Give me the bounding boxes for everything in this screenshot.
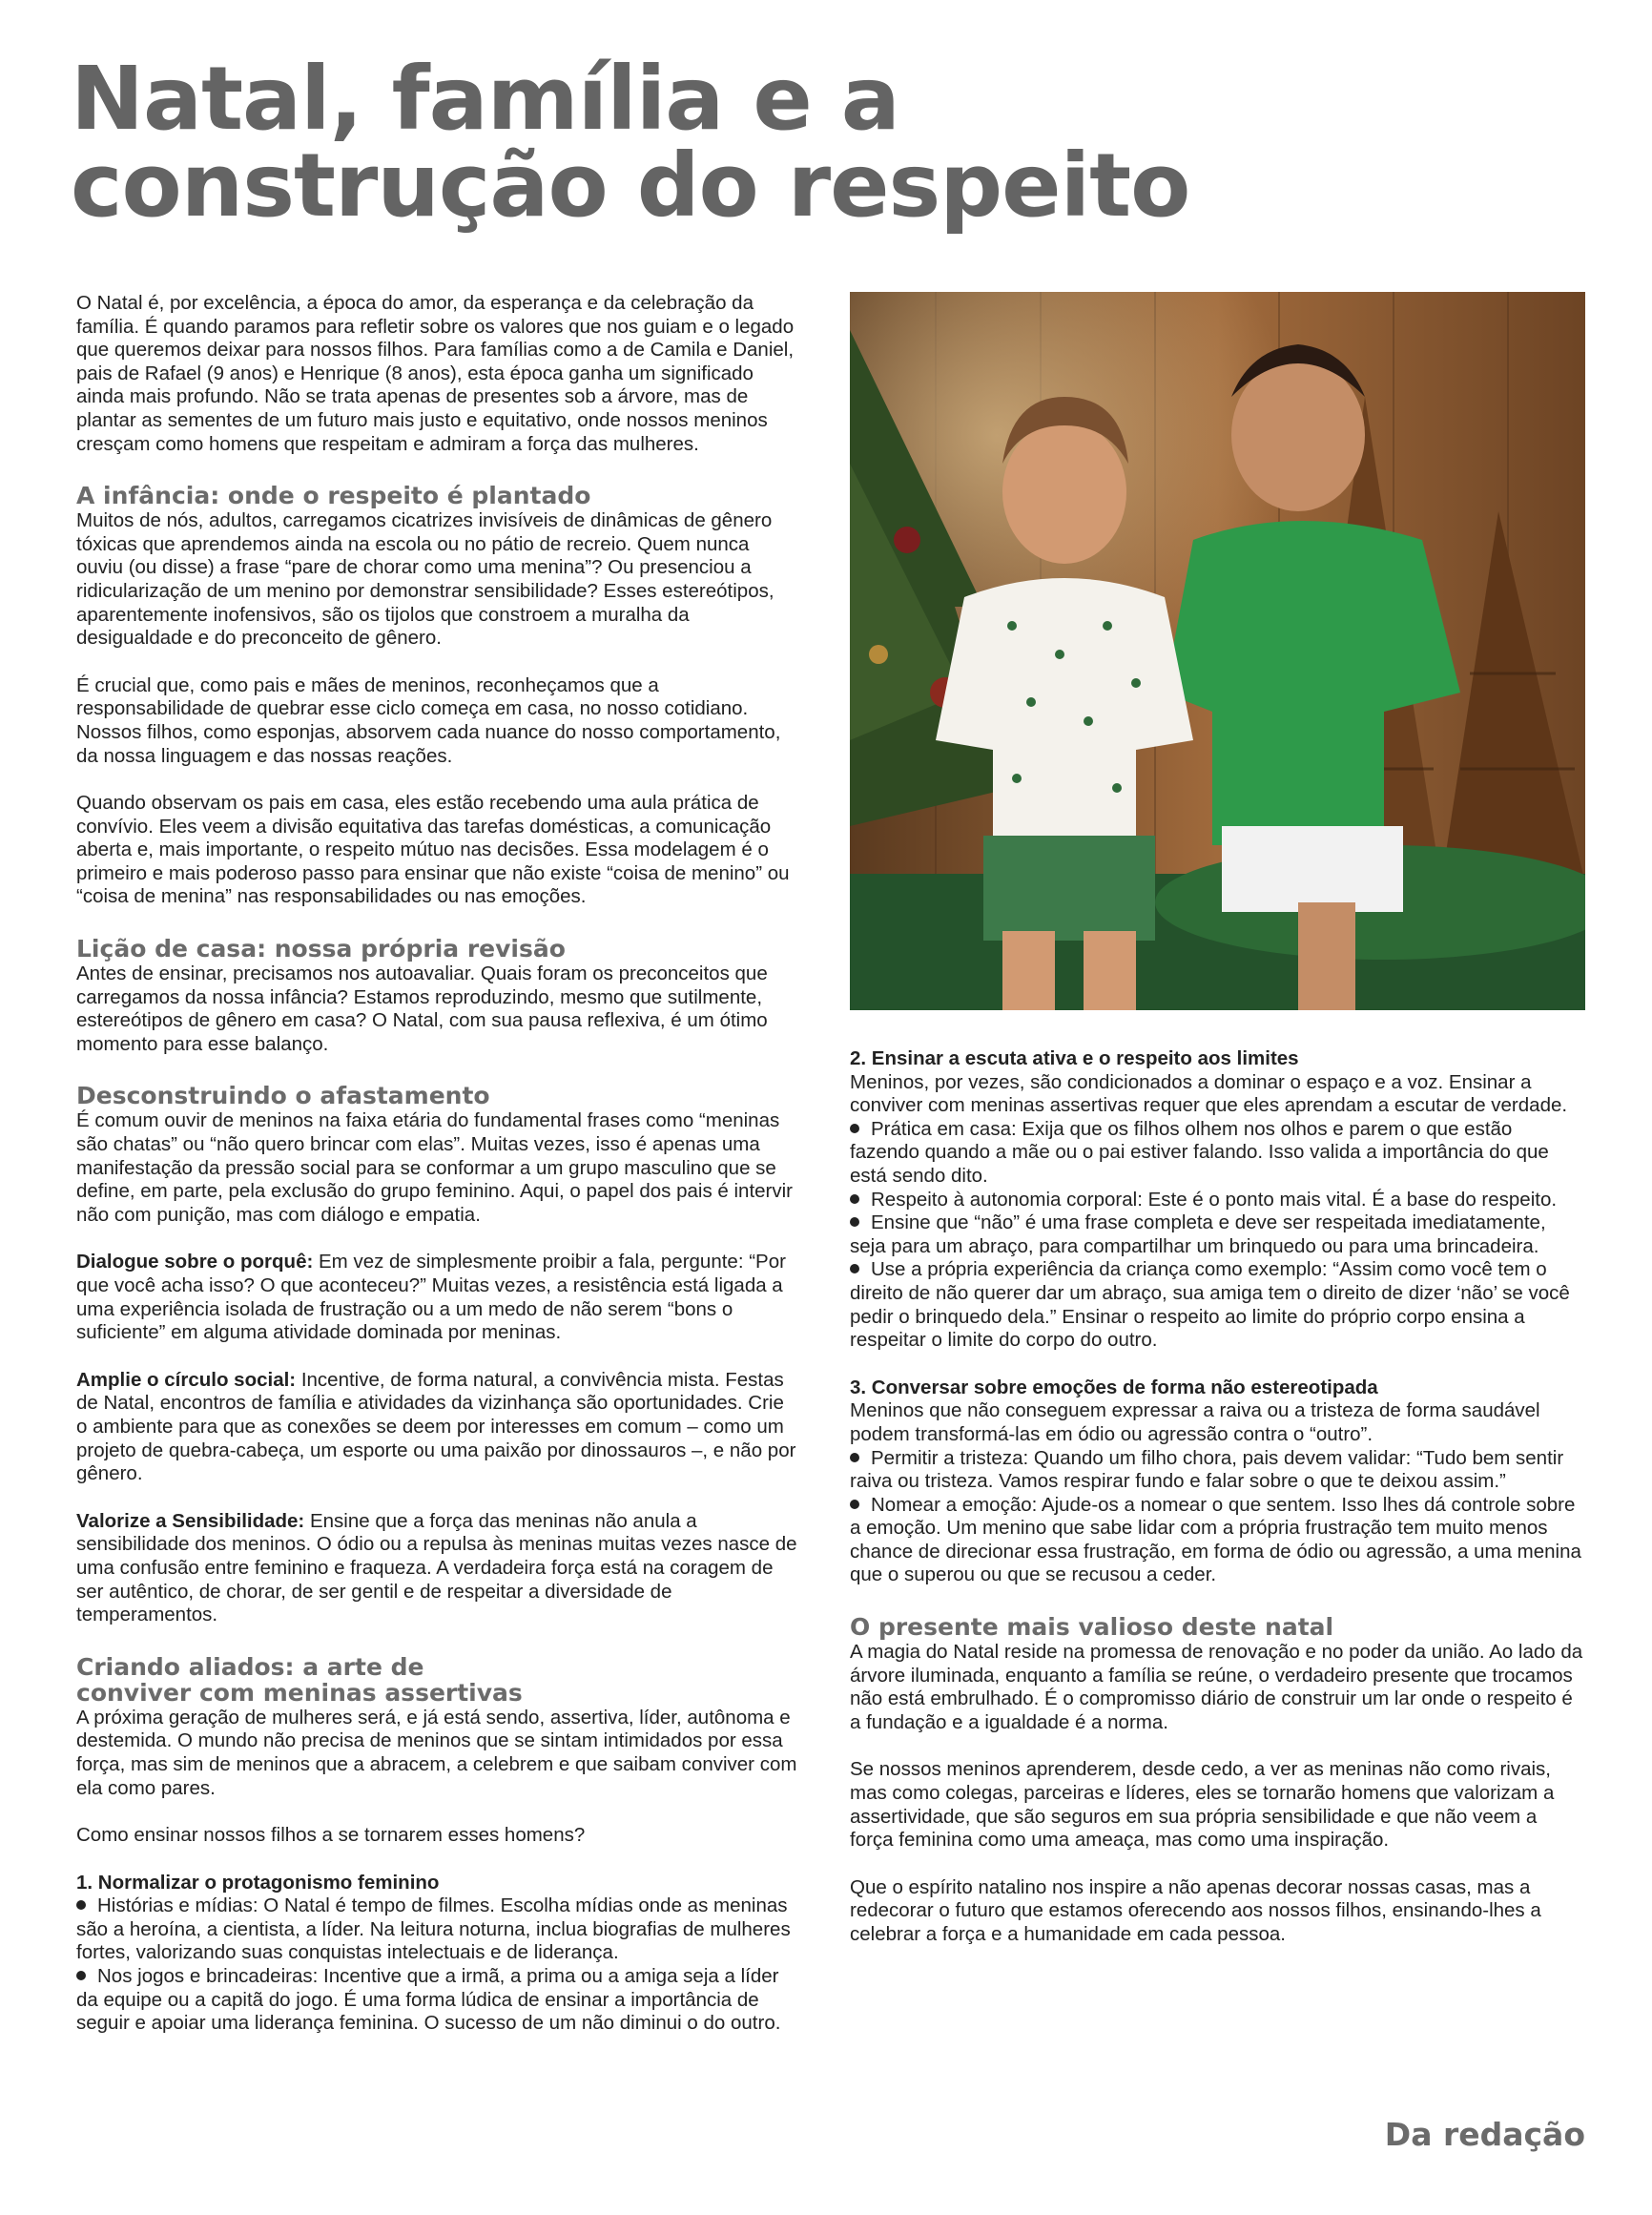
- section-infancia: [76, 483, 799, 909]
- paragraph: Muitos de nós, adultos, carregamos cicatrizes invisíveis de dinâmicas de gênero tóxicas que aprendemos ainda na escola ou no pátio de recreio. Quem nunca ouviu (ou disse) a frase “pare de chorar como uma menina”? Ou presenciou a ridicularização de um menino por demonstrar sensibilidade? Esses estereótipos, aparentemente inofensivos, são os tijolos que constroem a muralha da desigualdade e do preconceito de gênero.: [76, 509, 774, 650]
- list-item: Respeito à autonomia corporal: Este é o ponto mais vital. É a base do respeito.: [850, 1189, 1584, 1212]
- lead-text: Incentive, de forma natural, a convivência mista. Festas de Natal, encontros de família e atividades da vizinhança são oportunidades. Crie o ambiente para que as conexões se deem por interesses em comum – como um projeto de quebra-cabeça, um esporte ou uma paixão por dinossauros –, e não por gênero.: [76, 1368, 796, 1485]
- paragraph: [76, 1510, 799, 1627]
- bullet-icon: [76, 1971, 86, 1980]
- paragraph: Antes de ensinar, precisamos nos autoavaliar. Quais foram os preconceitos que carregamos da nossa infância? Estamos reproduzindo, mesmo que sutilmente, estereótipos de gênero em casa? O Natal, com sua pausa reflexiva, é um ótimo momento para esse balanço.: [76, 963, 768, 1055]
- lead-text: Em vez de simplesmente proibir a fala, pergunte: “Por que você acha isso? O que aconteceu?” Muitas vezes, a resistência está ligada a uma experiência isolada de frustração ou a um medo de não serem “bons o suficiente” em alguma atividade dominada por meninas.: [76, 1251, 786, 1344]
- section-heading: [76, 1654, 799, 1706]
- paragraph: Quando observam os pais em casa, eles estão recebendo uma aula prática de convívio. Eles veem a divisão equitativa das tarefas domésticas, a comunicação aberta e, mais importante, o respeito mútuo nas decisões. Essa modelagem é o primeiro e mais poderoso passo para ensinar que não existe “coisa de menino” ou “coisa de menina” nas responsabilidades ou nas emoções.: [76, 792, 790, 908]
- subsection-heading: 1. Normalizar o protagonismo feminino: [76, 1871, 440, 1894]
- paragraph: [76, 1369, 799, 1486]
- subsection-heading: 3. Conversar sobre emoções de forma não estereotipada: [850, 1376, 1378, 1398]
- lead-in: Amplie o círculo social:: [76, 1368, 297, 1391]
- list-item: Nomear a emoção: Ajude-os a nomear o que sentem. Isso lhes dá controle sobre a emoção. Um menino que sabe lidar com a própria frustração tem muito menos chance de direcionar essa frustração, em forma de ódio ou agressão, a uma menina que o superou ou que se recusou a ceder.: [850, 1493, 1581, 1586]
- bullet-list: [850, 1447, 1584, 1588]
- bullet-icon: [850, 1124, 859, 1133]
- paragraph: É comum ouvir de meninos na faixa etária do fundamental frases como “meninas são chatas” ou “não quero brincar com elas”. Muitas vezes, isso é apenas uma manifestação da pressão social para se conformar a um grupo masculino que se define, em parte, pela exclusão do grupo feminino. Aqui, o papel dos pais é intervir não com punição, mas com diálogo e empatia.: [76, 1109, 793, 1226]
- bullet-icon: [850, 1453, 859, 1462]
- paragraph: É crucial que, como pais e mães de meninos, reconheçamos que a responsabilidade de quebrar esse ciclo começa em casa, no nosso cotidiano. Nossos filhos, como esponjas, absorvem cada nuance do nosso comportamento, da nossa linguagem e das nossas reações.: [76, 673, 781, 767]
- photo-two-boys: [850, 292, 1585, 1010]
- title-line-1: Natal, família e a: [71, 48, 899, 150]
- section-licao-de-casa: [76, 936, 799, 1056]
- lead-in: Dialogue sobre o porquê:: [76, 1251, 314, 1273]
- paragraph: Como ensinar nossos filhos a se tornarem esses homens?: [76, 1824, 586, 1847]
- paragraph: Que o espírito natalino nos inspire a não apenas decorar nossas casas, mas a redecorar o futuro que estamos oferecendo aos nossos filhos, ensinando-lhes a celebrar a força e a humanidade em cada pessoa.: [850, 1875, 1541, 1945]
- subsection-heading: 2. Ensinar a escuta ativa e o respeito aos limites: [850, 1047, 1299, 1069]
- bullet-icon: [850, 1217, 859, 1227]
- byline: Da redação: [1384, 2116, 1585, 2153]
- list-item: Nos jogos e brincadeiras: Incentive que a irmã, a prima ou a amiga seja a líder da equipe ou a capitã do jogo. É uma forma lúdica de ensinar a importância de seguir e apoiar uma liderança feminina. O sucesso de um não diminui o do outro.: [76, 1965, 781, 2035]
- bullet-icon: [850, 1264, 859, 1273]
- list-item: Use a própria experiência da criança como exemplo: “Assim como você tem o direito de não querer dar um abraço, sua amiga tem o direito de dizer ‘não’ se você pedir o brinquedo dela.” Ensinar o respeito ao limite do próprio corpo ensina a respeitar o limite do corpo do outro.: [850, 1258, 1570, 1352]
- subsection-3: [850, 1377, 1584, 1587]
- paragraph: Meninos, por vezes, são condicionados a dominar o espaço e a voz. Ensinar a conviver com meninas assertivas requer que eles aprendam a escutar de verdade.: [850, 1070, 1568, 1117]
- section-heading: A infância: onde o respeito é plantado: [76, 482, 591, 510]
- list-item: Permitir a tristeza: Quando um filho chora, pais devem validar: “Tudo bem sentir raiva ou tristeza. Vamos respirar fundo e falar sobre o que te deixou assim.”: [850, 1446, 1564, 1493]
- bullet-list: [76, 1894, 799, 2036]
- subsection-2: [850, 1047, 1584, 1353]
- subsection-1: [76, 1872, 799, 2036]
- section-presente: [850, 1614, 1584, 1947]
- heading-line-2: conviver com meninas assertivas: [76, 1678, 523, 1707]
- paragraph: [76, 1251, 799, 1344]
- list-item: Histórias e mídias: O Natal é tempo de filmes. Escolha mídias onde as meninas são a heroína, a cientista, a líder. Na leitura noturna, inclua biografias de mulheres fortes, valorizando suas conquistas intelectuais e de liderança.: [76, 1894, 791, 1964]
- left-column: [76, 292, 799, 2036]
- heading-line-1: Criando aliados: a arte de: [76, 1652, 424, 1681]
- list-item: Ensine que “não” é uma frase completa e deve ser respeitada imediatamente, seja para um abraço, para compartilhar um brinquedo ou para uma brincadeira.: [850, 1211, 1546, 1257]
- bullet-list: [850, 1118, 1584, 1353]
- list-item: Prática em casa: Exija que os filhos olhem nos olhos e parem o que estão fazendo quando a mãe ou o pai estiver falando. Isso valida a importância do que está sendo dito.: [850, 1117, 1549, 1187]
- bullet-icon: [76, 1900, 86, 1910]
- section-heading: Desconstruindo o afastamento: [76, 1082, 490, 1110]
- section-criando-aliados: [76, 1654, 799, 2036]
- page-title: [71, 48, 1559, 237]
- right-column: [850, 1047, 1584, 1947]
- bullet-icon: [850, 1500, 859, 1509]
- paragraph: Se nossos meninos aprenderem, desde cedo, a ver as meninas não como rivais, mas como colegas, parceiras e líderes, eles se tornarão homens que valorizam a assertividade, que são seguros em sua própria sensibilidade e que não veem a força feminina como uma ameaça, mas como uma inspiração.: [850, 1758, 1555, 1852]
- section-heading: O presente mais valioso deste natal: [850, 1613, 1334, 1642]
- paragraph: Meninos que não conseguem expressar a raiva ou a tristeza de forma saudável podem transformá-las em ódio ou agressão contra o “outro”.: [850, 1399, 1540, 1445]
- paragraph: A magia do Natal reside na promessa de renovação e no poder da união. Ao lado da árvore iluminada, enquanto a família se reúne, o verdadeiro presente que trocamos não está embrulhado. É o compromisso diário de construir um lar onde o respeito é a fundação e a igualdade é a norma.: [850, 1641, 1583, 1733]
- section-desconstruindo: [76, 1083, 799, 1626]
- section-heading: Lição de casa: nossa própria revisão: [76, 935, 566, 963]
- paragraph: A próxima geração de mulheres será, e já está sendo, assertiva, líder, autônoma e destemida. O mundo não precisa de meninos que se sintam intimidados por essa força, mas sim de meninos que a abracem, a celebrem e que saibam conviver com ela como pares.: [76, 1706, 797, 1799]
- lead-text: Ensine que a força das meninas não anula a sensibilidade dos meninos. O ódio ou a repulsa às meninas muitas vezes nasce de uma confusão entre feminino e fraqueza. A verdadeira força está na coragem de ser autêntico, de chorar, de ser gentil e de respeitar a diversidade de temperamentos.: [76, 1509, 797, 1626]
- title-line-2: construção do respeito: [71, 135, 1190, 237]
- intro-paragraph: O Natal é, por excelência, a época do amor, da esperança e da celebração da família. É quando paramos para refletir sobre os valores que nos guiam e o legado que queremos deixar para nossos filhos. Para famílias como a de Camila e Daniel, pais de Rafael (9 anos) e Henrique (8 anos), esta época ganha um significado ainda mais profundo. Não se trata apenas de presentes sob a árvore, mas de plantar as sementes de um futuro mais justo e equitativo, onde nossos meninos cresçam como homens que respeitam e admiram a força das mulheres.: [76, 292, 795, 455]
- lead-in: Valorize a Sensibilidade:: [76, 1509, 305, 1532]
- bullet-icon: [850, 1194, 859, 1204]
